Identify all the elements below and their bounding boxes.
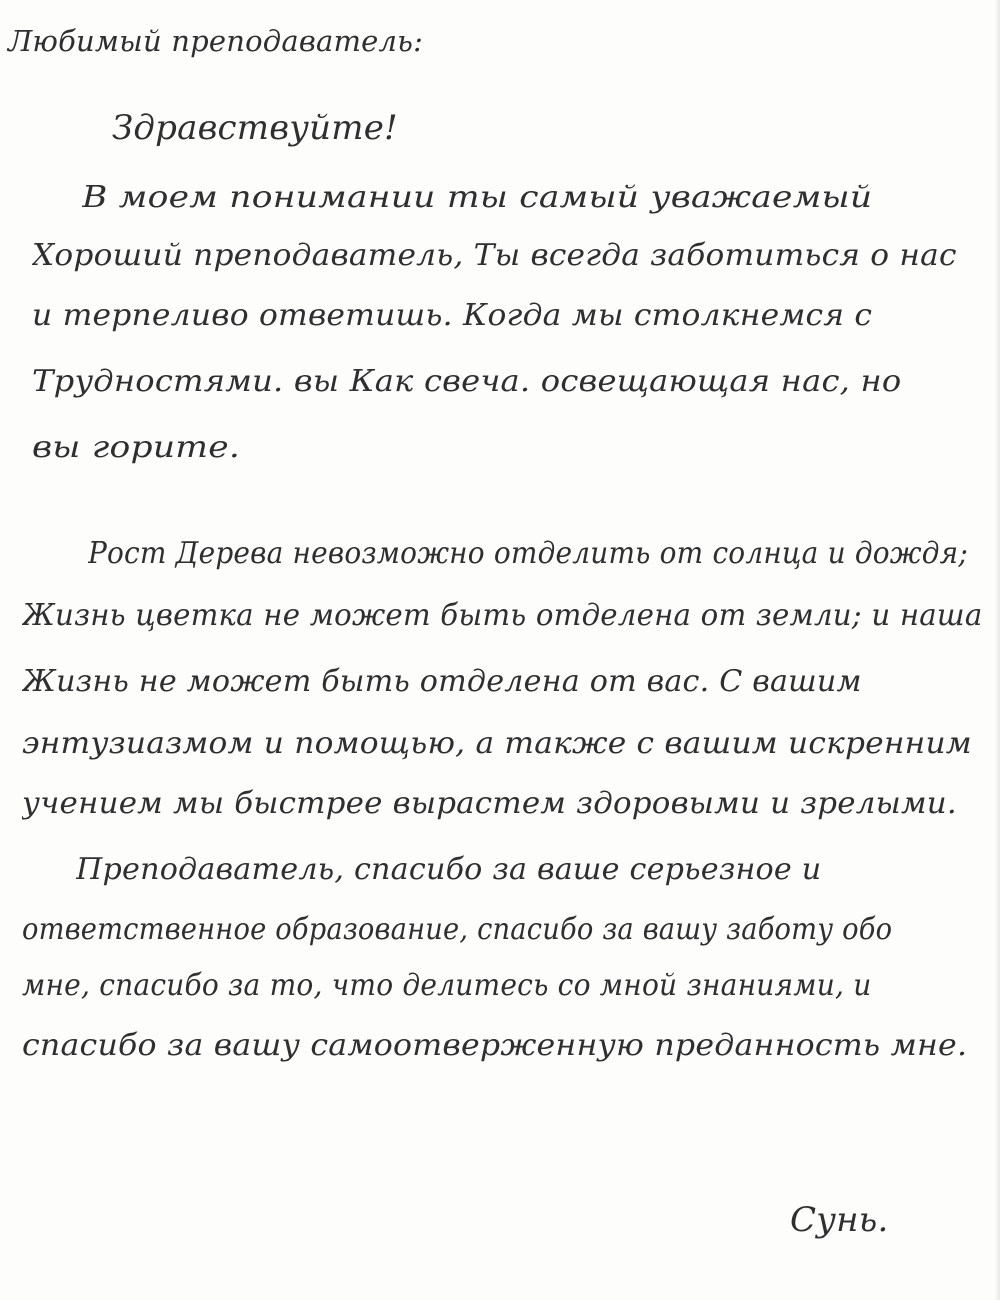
paragraph-1-line-5: вы горите. <box>32 430 241 465</box>
paragraph-3-line-3: мне, спасибо за то, что делитесь со мной знаниями, и <box>22 968 872 1003</box>
page-edge <box>994 0 1000 1300</box>
paragraph-2-line-1: Рост Дерева невозможно отделить от солнца и дождя; <box>88 536 968 571</box>
paragraph-2-line-3: Жизнь не может быть отделена от вас. С вашим <box>22 664 862 699</box>
signature: Сунь. <box>790 1200 889 1240</box>
paragraph-1-line-2: Хороший преподаватель, Ты всегда заботиться о нас <box>32 238 957 273</box>
paragraph-2-line-4: энтузиазмом и помощью, а также с вашим искренним <box>22 726 972 761</box>
paragraph-1-line-3: и терпеливо ответишь. Когда мы столкнемся с <box>32 298 873 333</box>
paragraph-1-line-4: Трудностями. вы Как свеча. освещающая нас, но <box>32 364 902 399</box>
paragraph-3-line-4: спасибо за вашу самоотверженную преданность мне. <box>22 1028 968 1063</box>
paragraph-1-line-1: В моем понимании ты самый уважаемый <box>82 180 873 215</box>
paragraph-3-line-2: ответственное образование, спасибо за вашу заботу обо <box>22 912 893 947</box>
paragraph-3-line-1: Преподаватель, спасибо за ваше серьезное и <box>76 852 822 887</box>
greeting: Здравствуйте! <box>112 108 398 148</box>
paragraph-2-line-2: Жизнь цветка не может быть отделена от земли; и наша <box>22 598 983 633</box>
salutation: Любимый преподаватель: <box>8 24 424 58</box>
paragraph-2-line-5: учением мы быстрее вырастем здоровыми и зрелыми. <box>22 786 957 821</box>
